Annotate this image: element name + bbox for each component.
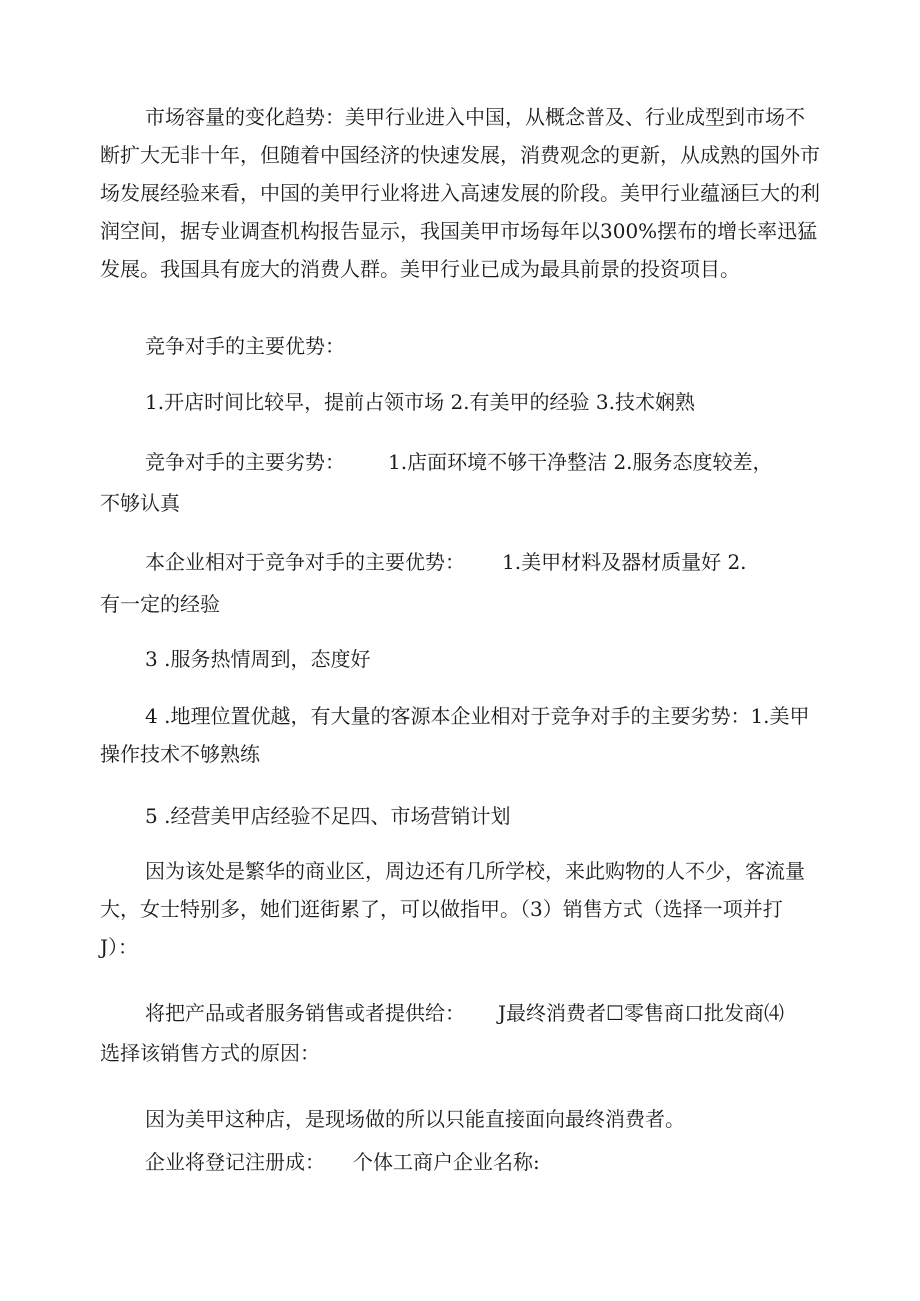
item-5: 5 .经营美甲店经验不足四、市场营销计划 <box>145 804 511 828</box>
competitor-disadvantages-text: 1.店面环境不够干净整洁 2.服务态度较差， <box>388 450 773 474</box>
register-label: 企业将登记注册成： <box>145 1150 325 1174</box>
competitor-advantages-heading: 竞争对手的主要优势： <box>145 334 345 358</box>
sales-reason-label: 选择该销售方式的原因： <box>100 1041 320 1065</box>
item-4: 4 .地理位置优越，有大量的客源本企业相对于竞争对手的主要劣势：1.美甲操作技术不够熟练 <box>100 704 810 766</box>
own-advantages-continuation: 有一定的经验 <box>100 592 220 616</box>
sales-target-options: J最终消费者☐零售商口批发商⑷ <box>498 1001 784 1025</box>
competitor-disadvantages-label: 竞争对手的主要劣势： <box>145 450 345 474</box>
own-advantages-text: 1.美甲材料及器材质量好 2. <box>502 550 747 574</box>
sales-target-label: 将把产品或者服务销售或者提供给： <box>145 1001 465 1025</box>
competitor-advantages-list: 1.开店时间比较早，提前占领市场 2.有美甲的经验 3.技术娴熟 <box>145 390 695 414</box>
market-trend-paragraph: 市场容量的变化趋势：美甲行业进入中国，从概念普及、行业成型到市场不断扩大无非十年，但随着中国经济的快速发展，消费观念的更新，从成熟的国外市场发展经验来看，中国的美甲行业将进入高速发展的阶段。美甲行业蕴涵巨大的利润空间，据专业调查机构报告显示，我国美甲市场每年以300%摆布的增长率迅猛发展。我国具有庞大的消费人群。美甲行业已成为最具前景的投资项目。 <box>100 105 820 281</box>
register-text: 个体工商户企业名称: <box>353 1150 540 1174</box>
competitor-disadvantages-continuation: 不够认真 <box>100 491 180 515</box>
item-3: 3 .服务热情周到，态度好 <box>145 647 371 671</box>
sales-reason-text: 因为美甲这种店，是现场做的所以只能直接面向最终消费者。 <box>145 1107 685 1131</box>
location-reason-paragraph: 因为该处是繁华的商业区，周边还有几所学校，来此购物的人不少，客流量大，女士特别多，她们逛街累了，可以做指甲。（3）销售方式（选择一项并打J）： <box>100 859 805 959</box>
own-advantages-label: 本企业相对于竞争对手的主要优势： <box>145 550 465 574</box>
